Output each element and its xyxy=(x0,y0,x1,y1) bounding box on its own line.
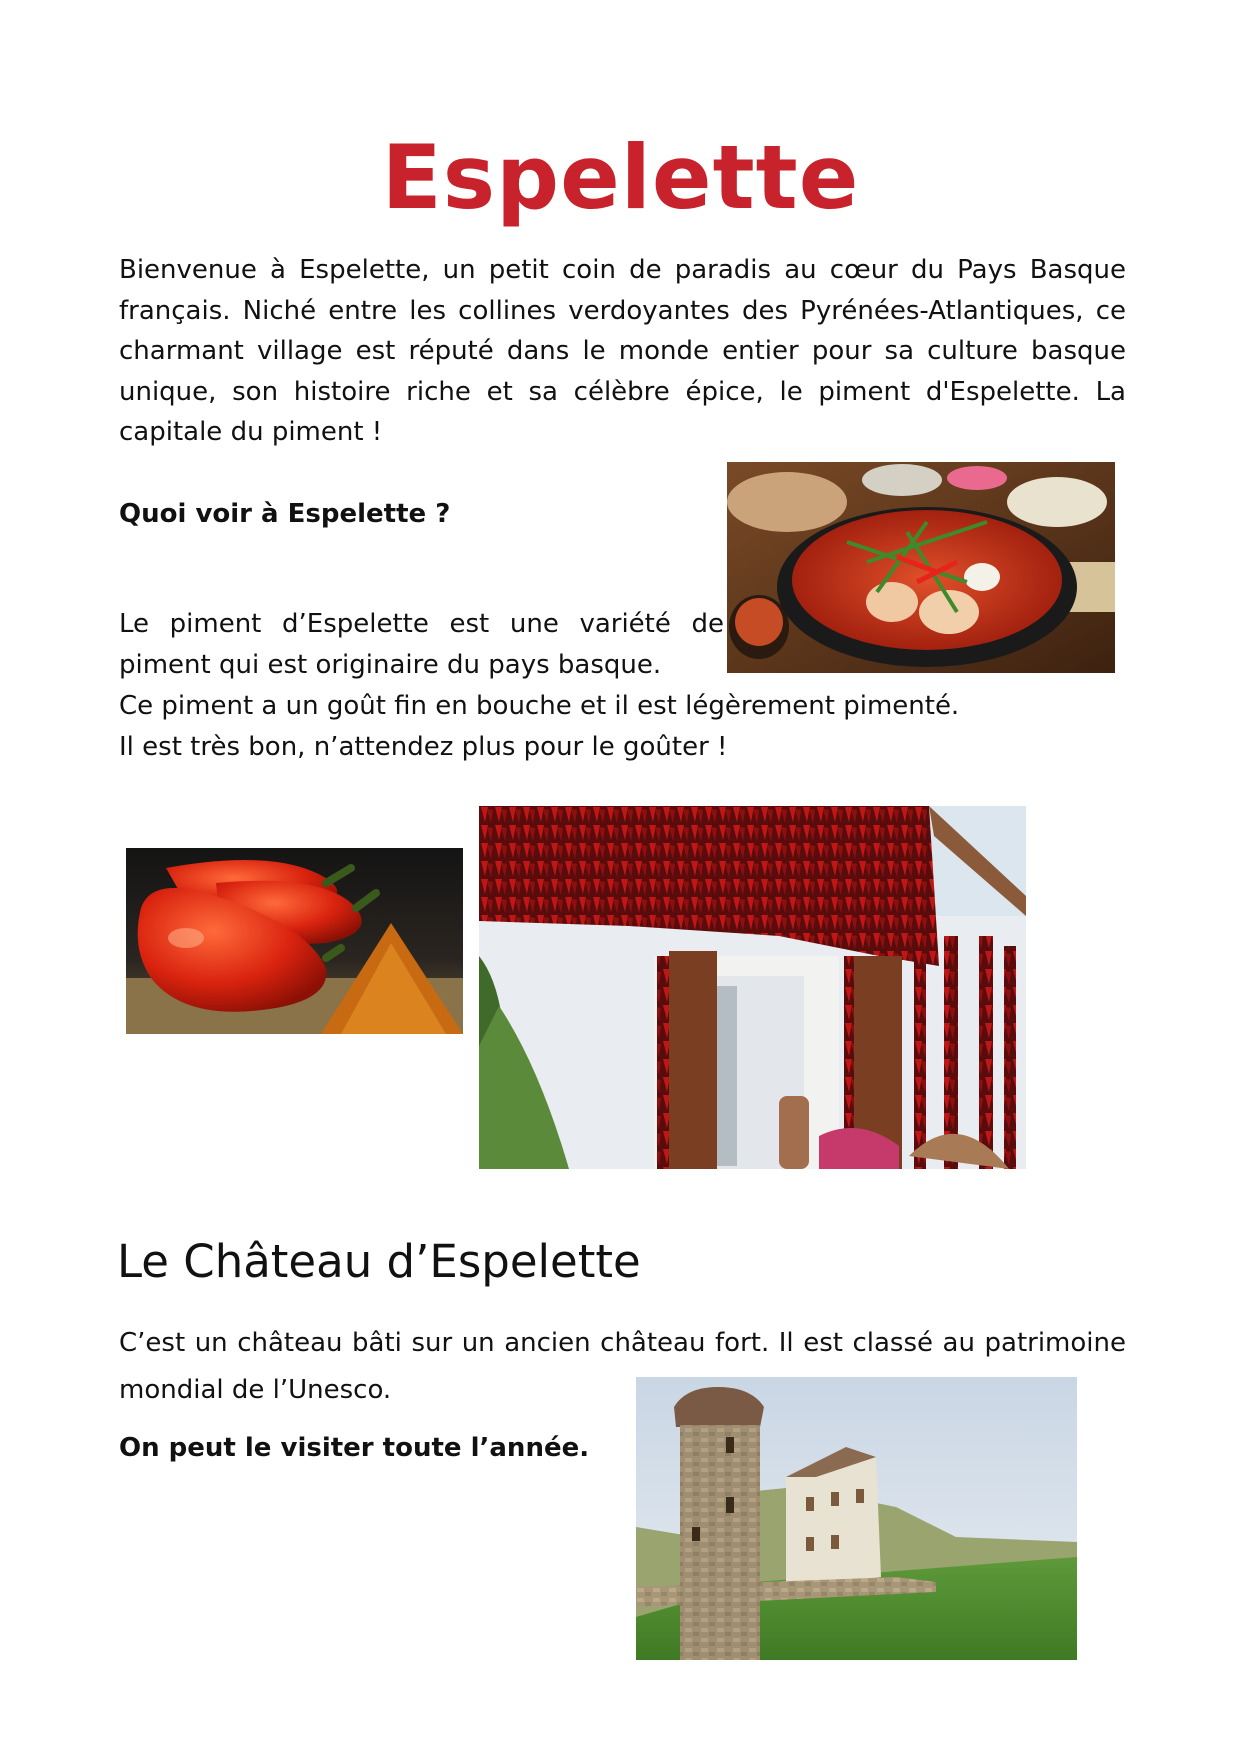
photo-basque-house xyxy=(479,806,1026,1169)
castle-visit-note: On peut le visiter toute l’année. xyxy=(119,1433,590,1463)
page-title: Espelette xyxy=(381,126,860,229)
photo-pepper-dish xyxy=(727,462,1115,673)
photo-peppers-spice xyxy=(126,848,463,1034)
pepper-line-2: Ce piment a un goût fin en bouche et il est légèrement pimenté. xyxy=(119,691,960,721)
section-heading-castle: Le Château d’Espelette xyxy=(117,1235,641,1288)
photo-castle xyxy=(636,1377,1077,1660)
pepper-paragraph: Le piment d’Espelette est une variété de piment qui est originaire du pays basque. xyxy=(119,609,724,680)
section-heading-what-to-see: Quoi voir à Espelette ? xyxy=(119,499,451,529)
intro-paragraph: Bienvenue à Espelette, un petit coin de paradis au cœur du Pays Basque français. Niché entre les collines verdoyantes des Pyrénées-Atlantiques, ce charmant village est réputé dans le monde entier pour sa culture basque unique, son histoire riche et sa célèbre épice, le piment d'Espelette. La capitale du piment ! xyxy=(119,255,1126,447)
pepper-line-3: Il est très bon, n’attendez plus pour le goûter ! xyxy=(119,732,728,762)
castle-paragraph: C’est un château bâti sur un ancien château fort. Il est classé au patrimoine mondial de l’Unesco. xyxy=(119,1328,1126,1405)
